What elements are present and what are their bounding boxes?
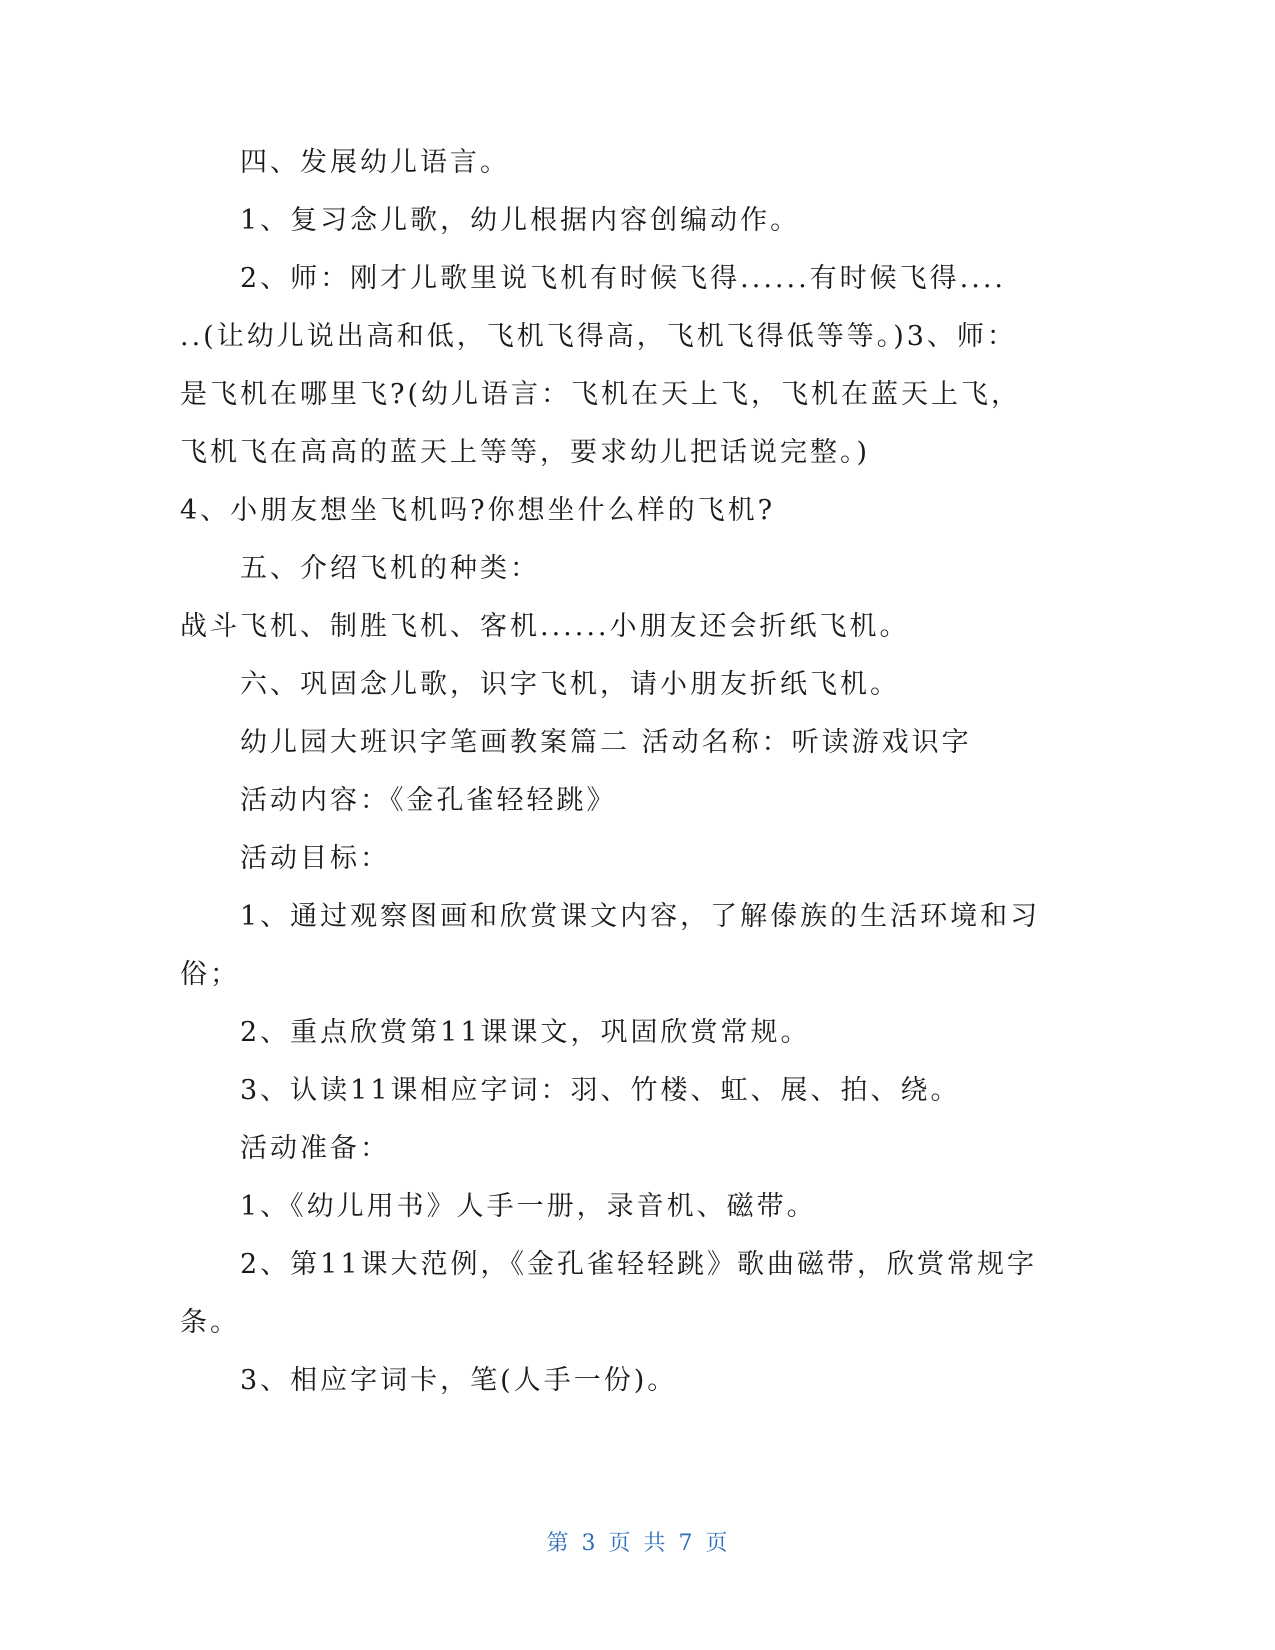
paragraph: 3、认读11课相应字词：羽、竹楼、虹、展、拍、绕。 — [240, 1075, 961, 1106]
activity-goals-heading: 活动目标： — [240, 843, 390, 874]
paragraph: 条。 — [180, 1307, 240, 1338]
paragraph: 4、小朋友想坐飞机吗?你想坐什么样的飞机? — [180, 495, 776, 526]
activity-content: 活动内容：《金孔雀轻轻跳》 — [240, 785, 617, 816]
footer-label-ye: 页 — [608, 1531, 632, 1556]
paragraph: 2、师：刚才儿歌里说飞机有时候飞得......有时候飞得.... — [240, 263, 1007, 294]
current-page-number: 3 — [581, 1531, 597, 1556]
section-heading-plane-types: 五、介绍飞机的种类： — [240, 553, 540, 584]
activity-prep-heading: 活动准备： — [240, 1133, 390, 1164]
footer-label-page: 第 — [546, 1531, 570, 1556]
section-heading-language: 四、发展幼儿语言。 — [240, 147, 510, 178]
paragraph: 俗； — [180, 959, 240, 990]
paragraph: 2、第11课大范例，《金孔雀轻轻跳》歌曲磁带，欣赏常规字 — [240, 1249, 1038, 1280]
page-footer — [0, 1526, 1275, 1557]
paragraph: 3、相应字词卡，笔(人手一份)。 — [240, 1365, 678, 1396]
paragraph: ..(让幼儿说出高和低，飞机飞得高，飞机飞得低等等。)3、师： — [180, 321, 1017, 352]
paragraph: 战斗飞机、制胜飞机、客机......小朋友还会折纸飞机。 — [180, 611, 910, 642]
paragraph: 1、复习念儿歌，幼儿根据内容创编动作。 — [240, 205, 801, 236]
footer-label-ye: 页 — [705, 1531, 729, 1556]
paragraph: 飞机飞在高高的蓝天上等等，要求幼儿把话说完整。) — [180, 437, 871, 468]
paragraph: 是飞机在哪里飞?(幼儿语言：飞机在天上飞，飞机在蓝天上飞， — [180, 379, 1022, 410]
lesson-title: 幼儿园大班识字笔画教案篇二 活动名称：听读游戏识字 — [240, 727, 972, 758]
paragraph: 1、通过观察图画和欣赏课文内容，了解傣族的生活环境和习 — [240, 901, 1041, 932]
total-pages-number: 7 — [678, 1531, 694, 1556]
section-heading-consolidate: 六、巩固念儿歌，识字飞机，请小朋友折纸飞机。 — [240, 669, 900, 700]
footer-label-total: 共 — [643, 1531, 667, 1556]
paragraph: 2、重点欣赏第11课课文，巩固欣赏常规。 — [240, 1017, 811, 1048]
paragraph: 1、《幼儿用书》人手一册，录音机、磁带。 — [240, 1191, 817, 1222]
